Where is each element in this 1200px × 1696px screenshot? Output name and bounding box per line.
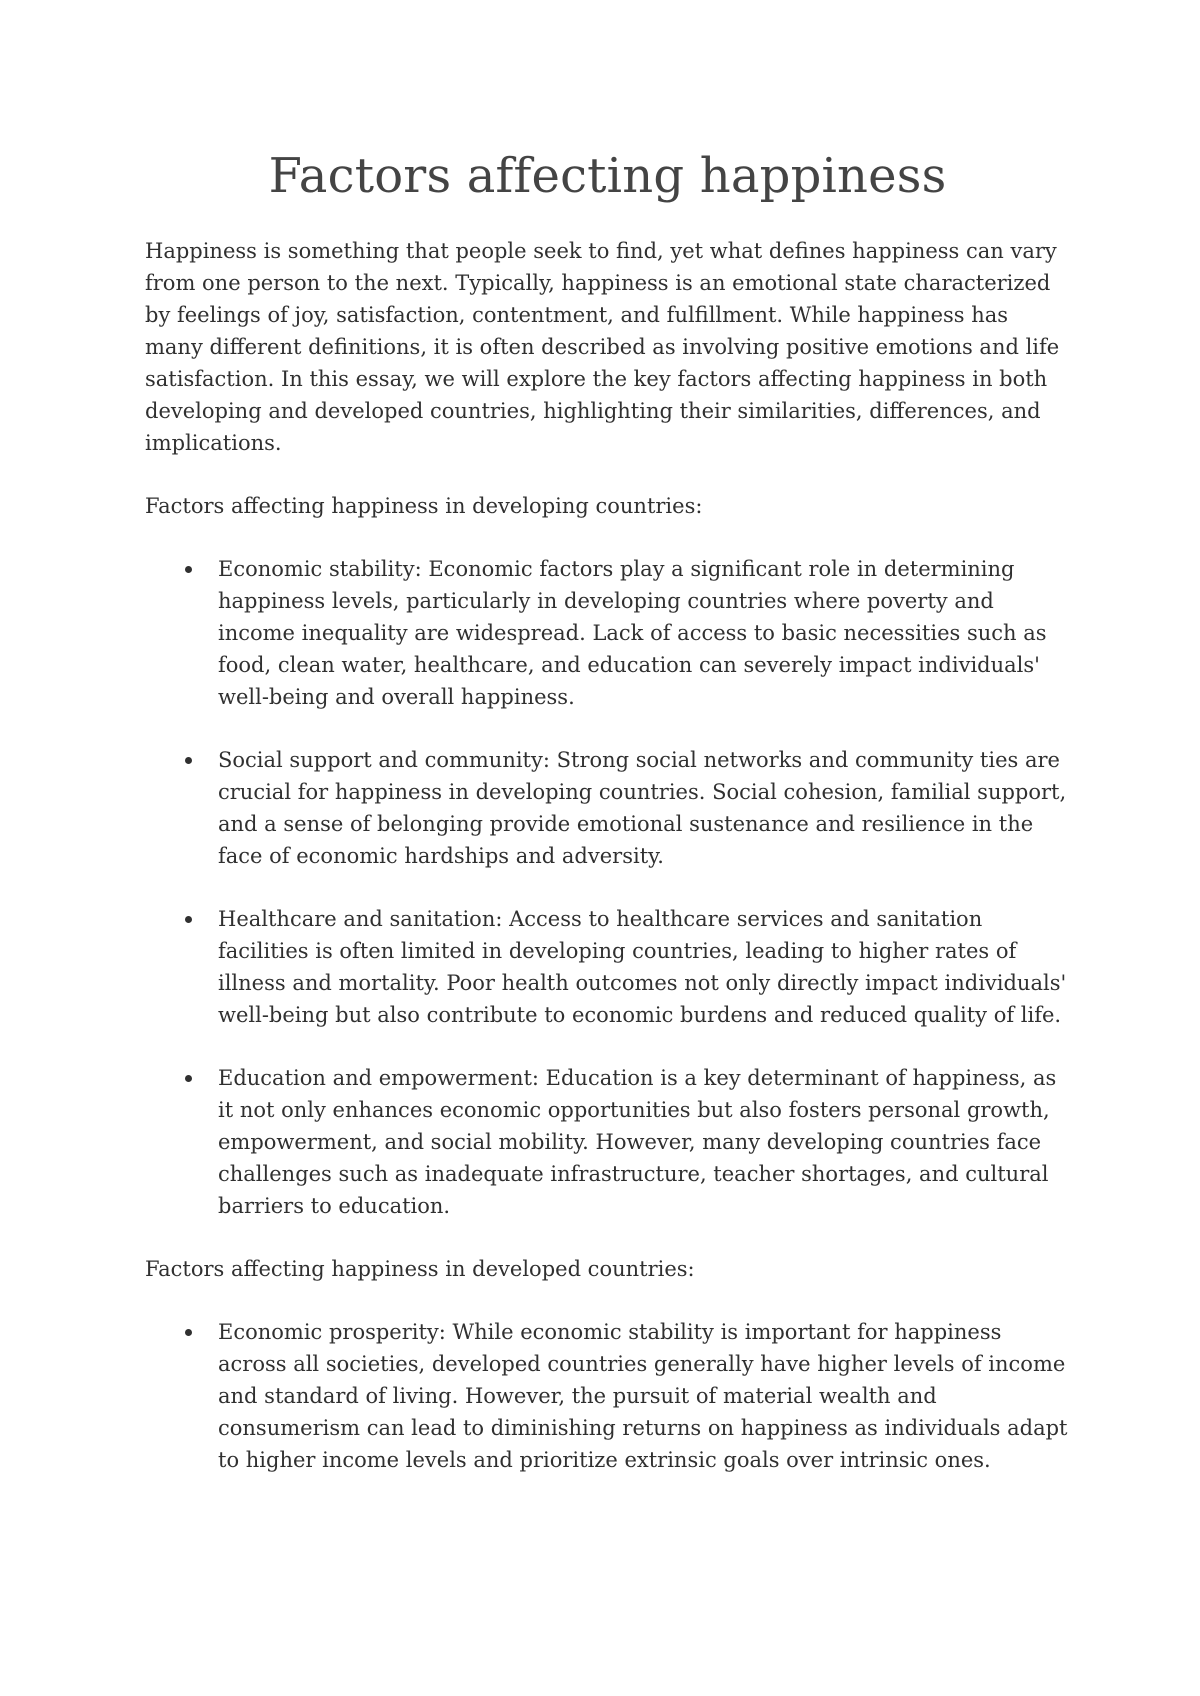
bullet-icon — [185, 916, 192, 923]
bullet-icon — [185, 757, 192, 764]
document-body — [145, 140, 1070, 1476]
bullet-icon — [185, 1329, 192, 1336]
bullet-icon — [185, 566, 192, 573]
list-item-text: Social support and community: Strong social networks and community ties are crucial for happiness in developing countries. Social cohesion, familial support, and a sense of belonging provide emotional sustenance and resilience in the face of economic hardships and adversity. — [218, 748, 1067, 868]
page-title: Factors affecting happiness — [268, 148, 947, 204]
list-item — [145, 1316, 1070, 1476]
list-item — [145, 1062, 1070, 1222]
section-heading-developing: Factors affecting happiness in developing countries: — [145, 494, 703, 518]
list-item-text: Education and empowerment: Education is a key determinant of happiness, as it not only enhances economic opportunities but also fosters personal growth, empowerment, and social mobility. However, many developing countries face challenges such as inadequate infrastructure, teacher shortages, and cultural barriers to education. — [218, 1066, 1057, 1218]
intro-paragraph: Happiness is something that people seek to find, yet what defines happiness can vary from one person to the next. Typically, happiness is an emotional state characterized by feelings of joy, satisfaction, contentment, and fulfillment. While happiness has many different definitions, it is often described as involving positive emotions and life satisfaction. In this essay, we will explore the key factors affecting happiness in both developing and developed countries, highlighting their similarities, differences, and implications. — [145, 239, 1060, 455]
bullet-icon — [185, 1075, 192, 1082]
list-item-text: Economic prosperity: While economic stability is important for happiness across all societies, developed countries generally have higher levels of income and standard of living. However, the pursuit of material wealth and consumerism can lead to diminishing returns on happiness as individuals adapt to higher income levels and prioritize extrinsic goals over intrinsic ones. — [218, 1320, 1068, 1472]
bullet-list-developing — [145, 553, 1070, 1222]
list-item-text: Economic stability: Economic factors play a significant role in determining happiness levels, particularly in developing countries where poverty and income inequality are widespread. Lack of access to basic necessities such as food, clean water, healthcare, and education can severely impact individuals' well-being and overall happiness. — [218, 557, 1047, 709]
list-item — [145, 553, 1070, 713]
bullet-list-developed — [145, 1316, 1070, 1476]
list-item — [145, 903, 1070, 1031]
section-heading-developed: Factors affecting happiness in developed countries: — [145, 1257, 695, 1281]
list-item-text: Healthcare and sanitation: Access to healthcare services and sanitation facilities is often limited in developing countries, leading to higher rates of illness and mortality. Poor health outcomes not only directly impact individuals' well-being but also contribute to economic burdens and reduced quality of life. — [218, 907, 1067, 1027]
list-item — [145, 744, 1070, 872]
